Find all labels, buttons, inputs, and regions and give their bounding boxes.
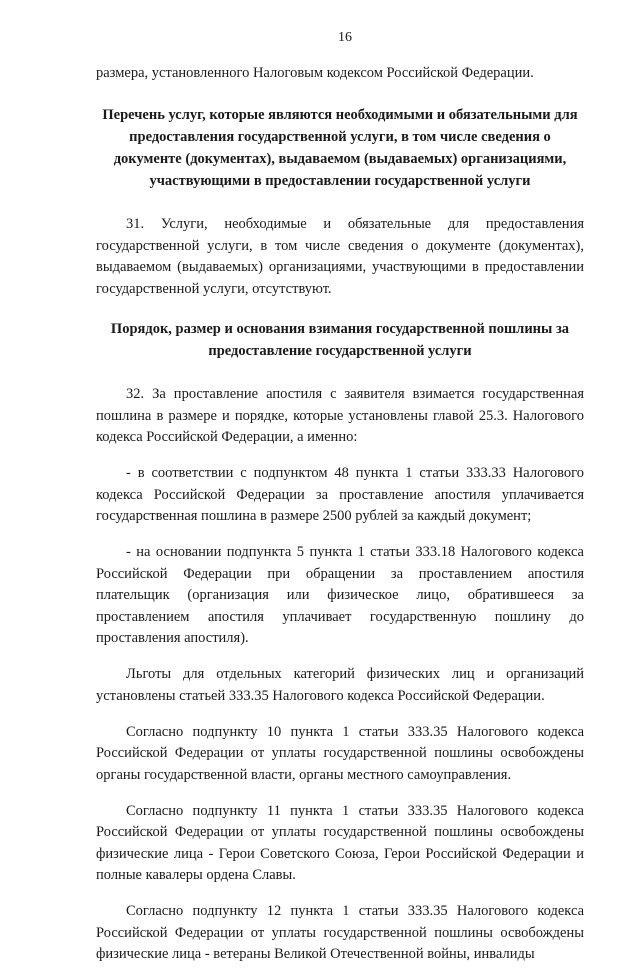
- document-page: [96, 30, 584, 980]
- paragraph-exemption-12: Согласно подпункту 12 пункта 1 статьи 333.35 Налогового кодекса Российской Федерации от уплаты государственной пошлины освобождены физические лица - ветераны Великой Отечественной войны, инвалиды: [96, 903, 584, 962]
- page-number: 16: [338, 30, 352, 45]
- paragraph-exemption-11: Согласно подпункту 11 пункта 1 статьи 333.35 Налогового кодекса Российской Федерации от уплаты государственной пошлины освобождены физические лица - Герои Советского Союза, Герои Российской Федерации и полные кавалеры ордена Славы.: [96, 802, 584, 883]
- paragraph-32: 32. За проставление апостиля с заявителя взимается государственная пошлина в размере и порядке, которые установлены главой 25.3. Налогового кодекса Российской Федерации, а именно:: [96, 386, 584, 445]
- paragraph-benefits: Льготы для отдельных категорий физических лиц и организаций установлены статьей 333.35 Налогового кодекса Российской Федерации.: [96, 666, 584, 704]
- section-heading-state-duty: Порядок, размер и основания взимания государственной пошлины за предоставление государственной услуги: [110, 321, 570, 359]
- continuation-text: размера, установленного Налоговым кодексом Российской Федерации.: [96, 65, 534, 81]
- paragraph-duty-amount: - в соответствии с подпунктом 48 пункта 1 статьи 333.33 Налогового кодекса Российской Федерации за проставление апостиля уплачивается государственная пошлина в размере 2500 рублей за каждый документ;: [96, 465, 584, 524]
- paragraph-31: 31. Услуги, необходимые и обязательные для предоставления государственной услуги, в том числе сведения о документе (документах), выдаваемом (выдаваемых) организациями, участвующими в предоставлении государственной услуги, отсутствуют.: [96, 216, 584, 297]
- paragraph-exemption-10: Согласно подпункту 10 пункта 1 статьи 333.35 Налогового кодекса Российской Федерации от уплаты государственной пошлины освобождены органы государственной власти, органы местного самоуправления.: [96, 723, 584, 783]
- paragraph-duty-payment-order: - на основании подпункта 5 пункта 1 статьи 333.18 Налогового кодекса Российской Федерации при обращении за проставлением апостиля плательщик (организация или физическое лицо, обратившееся за проставлением апостиля уплачивает государственную пошлину до проставления апостиля).: [96, 544, 584, 646]
- section-heading-services-list: Перечень услуг, которые являются необходимыми и обязательными для предоставления государственной услуги, в том числе сведения о документе (документах), выдаваемом (выдаваемых) организациями, участвующими в предоставлении государственной услуги: [102, 107, 578, 189]
